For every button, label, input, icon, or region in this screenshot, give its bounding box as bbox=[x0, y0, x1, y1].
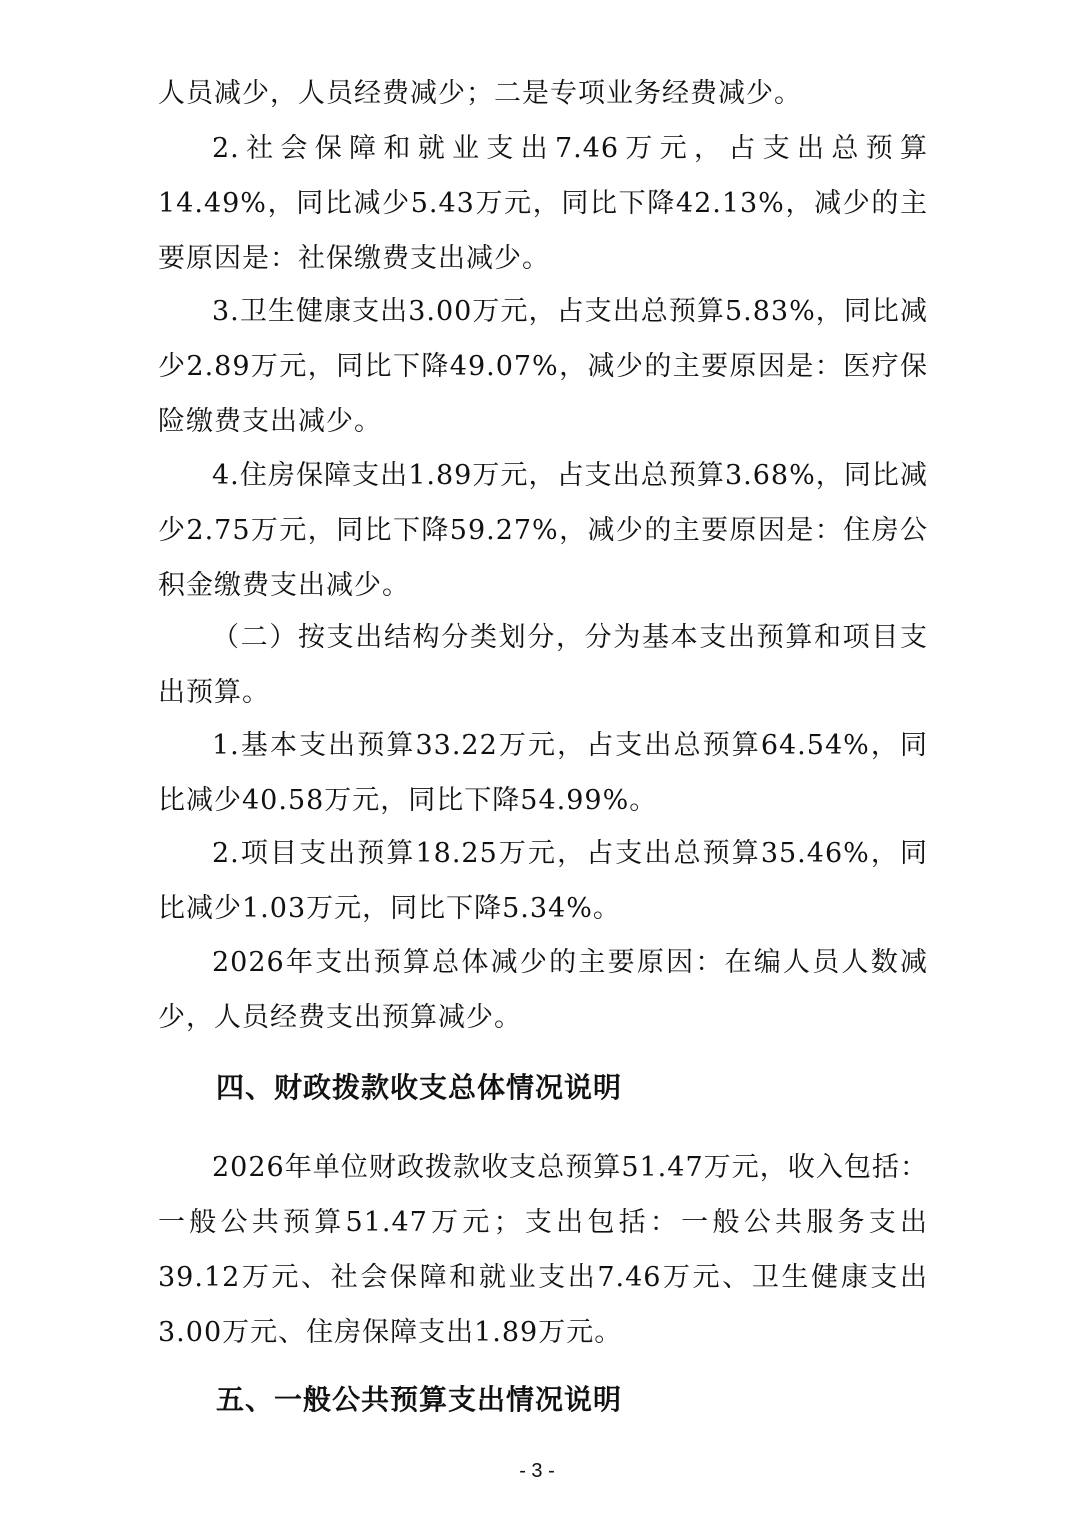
paragraph-health: 3.卫生健康支出3.00万元，占支出总预算5.83%，同比减少2.89万元，同比下降49.07%，减少的主要原因是：医疗保险缴费支出减少。 bbox=[158, 296, 928, 437]
paragraph-reduction-reason: 2026年支出预算总体减少的主要原因：在编人员人数减少，人员经费支出预算减少。 bbox=[158, 947, 928, 1033]
paragraph-continuation: 人员减少，人员经费减少；二是专项业务经费减少。 bbox=[158, 78, 802, 109]
paragraph-social-security: 2.社会保障和就业支出7.46万元，占支出总预算14.49%，同比减少5.43万元，同比下降42.13%，减少的主要原因是：社保缴费支出减少。 bbox=[158, 133, 928, 274]
paragraph-housing: 4.住房保障支出1.89万元，占支出总预算3.68%，同比减少2.75万元，同比下降59.27%，减少的主要原因是：住房公积金缴费支出减少。 bbox=[158, 460, 928, 601]
paragraph-fiscal-appropriation: 2026年单位财政拨款收支总预算51.47万元，收入包括：一般公共预算51.47万元；支出包括：一般公共服务支出39.12万元、社会保障和就业支出7.46万元、卫生健康支出3.00万元、住房保障支出1.89万元。 bbox=[158, 1152, 928, 1348]
paragraph-project-expenditure: 2.项目支出预算18.25万元，占支出总预算35.46%，同比减少1.03万元，同比下降5.34%。 bbox=[158, 838, 928, 924]
section-heading-4: 四、财政拨款收支总体情况说明 bbox=[216, 1071, 623, 1104]
paragraph-basic-expenditure: 1.基本支出预算33.22万元，占支出总预算64.54%，同比减少40.58万元，同比下降54.99%。 bbox=[158, 730, 928, 816]
paragraph-expenditure-structure: （二）按支出结构分类划分，分为基本支出预算和项目支出预算。 bbox=[158, 622, 928, 708]
page-number: - 3 - bbox=[519, 1460, 555, 1482]
section-heading-5: 五、一般公共预算支出情况说明 bbox=[216, 1383, 623, 1416]
